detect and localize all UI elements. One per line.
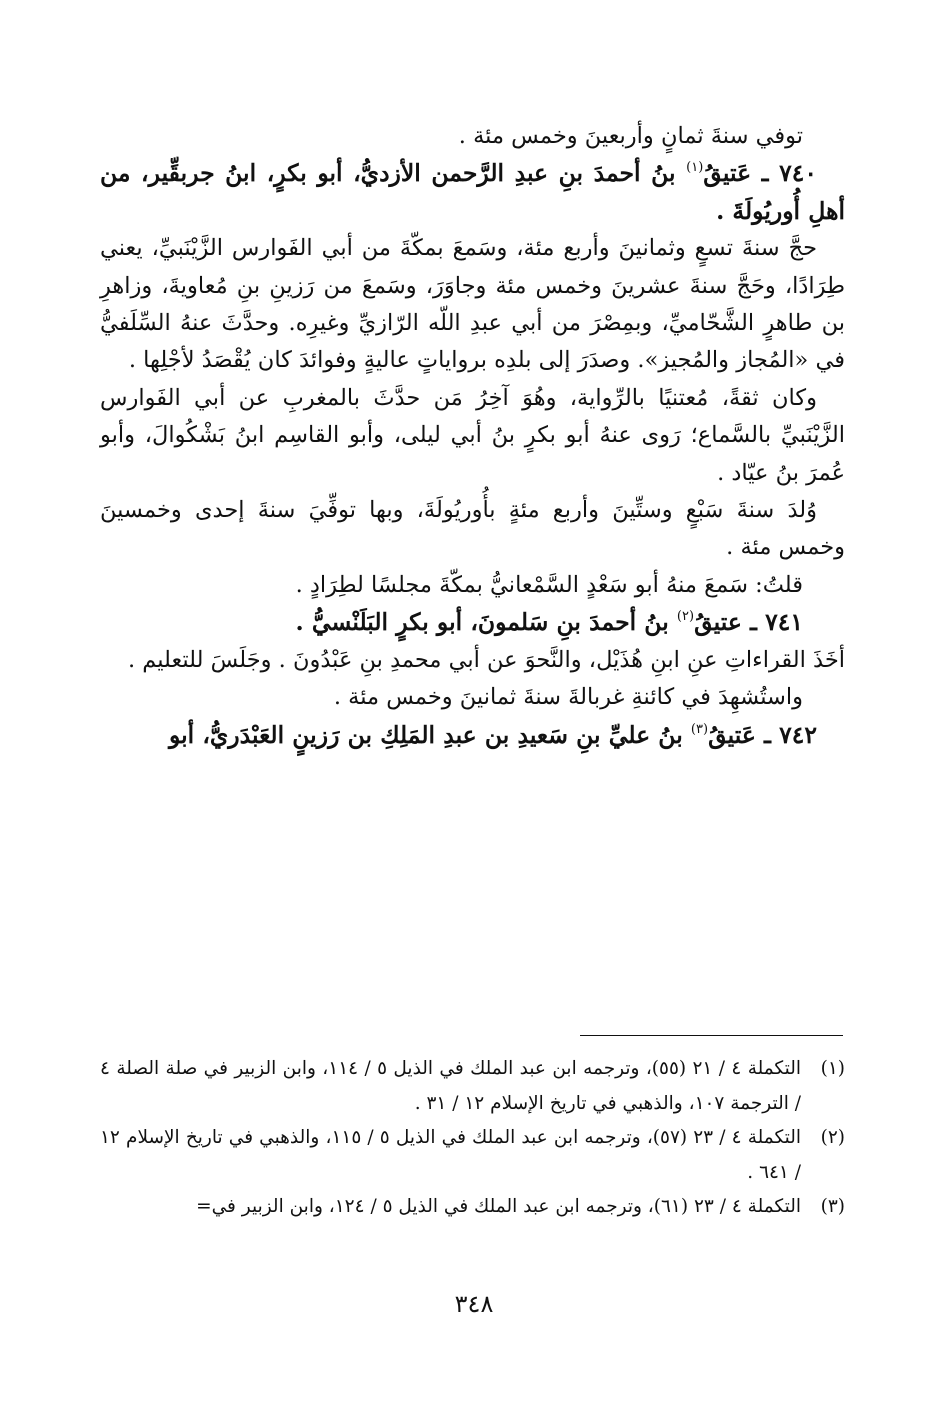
footnote-separator <box>580 1035 843 1036</box>
footnote-number: (٢) <box>820 1127 845 1148</box>
paragraph-death-year: توفي سنةَ ثمانٍ وأربعينَ وخمس مئة . <box>458 123 803 149</box>
entry-742-number: ٧٤٢ ـ عَتيقُ <box>708 720 817 749</box>
entry-741-number: ٧٤١ ـ عتيقُ <box>694 608 803 637</box>
main-text <box>100 118 845 754</box>
paragraph-readings: أخَذَ القراءاتِ عنِ ابنِ هُذَيْل، والنَّحوَ عن أبي محمدِ بنِ عَبْدُونَ . وجَلَسَ للتعليم . <box>127 646 845 673</box>
footnote-1 <box>100 1052 845 1121</box>
paragraph-note: قلتُ: سَمعَ منهُ أبو سَعْدٍ السَّمْعانيُّ بمكّةَ مجلسًا لطِرَادٍ . <box>295 571 803 598</box>
entry-741-name: بنُ أحمدَ بنِ سَلمونَ، أبو بكرٍ البَلَنْسيُّ . <box>295 608 677 637</box>
paragraph-thiqa: وكان ثقةً، مُعتنيًا بالرِّواية، وهُوَ آخِرُ مَن حدَّثَ بالمغربِ عن أبي الفَوارس الزَّيْنَبيِّ بالسَّماع؛ رَوى عنهُ أبو بكرٍ بنُ أبي ليلى، وأبو القاسِم ابنُ بَشْكُوالَ، وأبو عُمرَ بنُ عيّاد . <box>100 384 845 486</box>
paragraph-martyrdom: واستُشهِدَ في كائنةِ غربالةَ سنةَ ثمانينَ وخمس مئة . <box>333 684 803 711</box>
entry-740-name: بنُ أحمدَ بنِ عبدِ الرَّحمن الأزديُّ، أبو بكرٍ، ابنُ جربقِّير، من أهلِ أُوريُولَةَ . <box>100 159 845 225</box>
paragraph-birth: وُلدَ سنةَ سَبْعٍ وستِّينَ وأربع مئةٍ بأُوريُولَةَ، وبها توفِّيَ سنةَ إحدى وخمسينَ وخمس مئة . <box>100 497 845 561</box>
footnote-ref-3: (٣) <box>690 721 709 737</box>
footnotes <box>100 1052 845 1225</box>
footnote-ref-1: (١) <box>686 160 704 176</box>
footnote-number: (١) <box>820 1058 845 1079</box>
footnote-ref-2: (٢) <box>676 609 695 625</box>
footnote-3 <box>100 1190 845 1225</box>
page-number: ٣٤٨ <box>454 1290 494 1318</box>
entry-740-heading <box>100 155 845 230</box>
footnote-2 <box>100 1121 845 1190</box>
entry-742-heading <box>100 717 845 754</box>
entry-740-number: ٧٤٠ ـ عَتيقُ <box>703 159 817 188</box>
footnote-text: التكملة ٤ / ٢٣ (٥٧)، وترجمه ابن عبد الملك في الذيل ٥ / ١١٥، والذهبي في تاريخ الإسلام ١٢ / ٦٤١ . <box>100 1127 802 1183</box>
entry-742-name: بنُ عليِّ بنِ سَعيدِ بن عبدِ المَلِكِ بن رَزينٍ العَبْدَريُّ، أبو <box>168 720 691 749</box>
footnote-text: التكملة ٤ / ٢٣ (٦١)، وترجمه ابن عبد الملك في الذيل ٥ / ١٢٤، وابن الزبير في= <box>196 1196 801 1217</box>
paragraph-hajj: حجَّ سنةَ تسعٍ وثمانينَ وأربع مئة، وسَمعَ بمكّةَ من أبي الفَوارس الزَّيْنَبيِّ، يعني طِرَادًا، وحَجَّ سنةَ عشرينَ وخمس مئة وجاوَرَ، وسَمعَ من رَزينِ بنِ مُعاويةَ، وزاهرِ بن طاهرٍ الشَّحّاميِّ، وبمِصْرَ من أبي عبدِ اللّه الرّازيِّ وغيرِه. وحدَّثَ عنهُ السِّلَفيُّ في «المُجاز والمُجيز». وصدَرَ إلى بلدِه برواياتٍ عاليةٍ وفوائدَ كان يُقْصَدُ لأجْلِها . <box>100 235 845 374</box>
entry-741-heading <box>100 604 845 641</box>
footnote-text: التكملة ٤ / ٢١ (٥٥)، وترجمه ابن عبد الملك في الذيل ٥ / ١١٤، وابن الزبير في صلة الصلة ٤ / الترجمة ١٠٧، والذهبي في تاريخ الإسلام ١٢ / ٣١ . <box>100 1058 802 1114</box>
footnote-number: (٣) <box>820 1196 845 1217</box>
